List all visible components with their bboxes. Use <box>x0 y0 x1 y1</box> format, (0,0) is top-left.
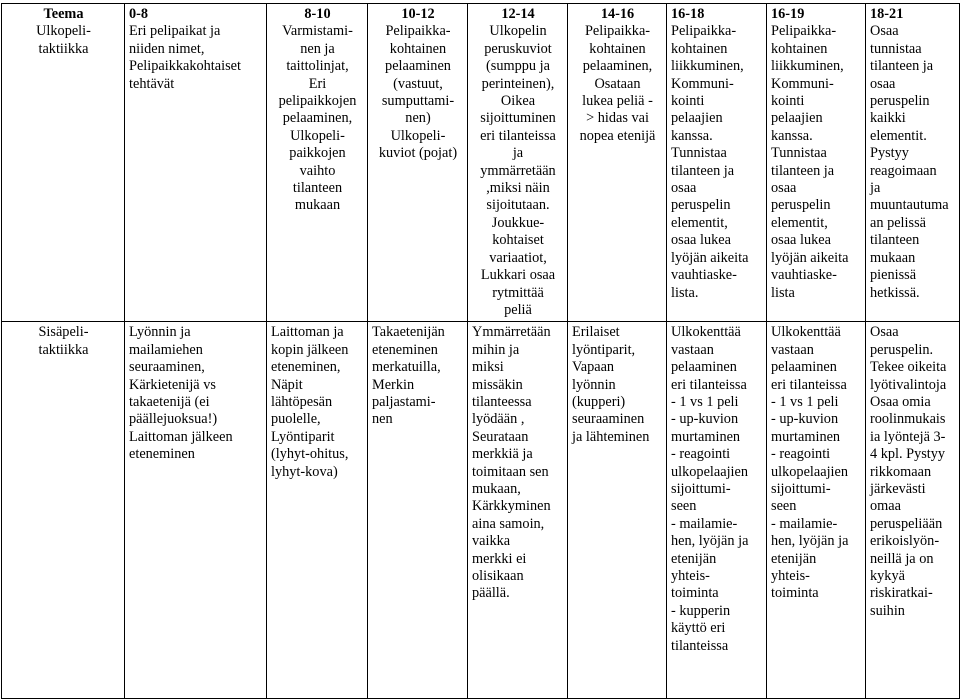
indoor-cell: Ulkokenttää vastaan pelaaminen eri tilanteissa - 1 vs 1 peli - up-kuvion murtaminen - reagointi ulkopelaajien sijoittumi- seen - mailamie- hen, lyöjän ja etenijän yhteis- toiminta <box>767 322 866 699</box>
age-heading: 18-21 <box>870 6 904 22</box>
age-text: Pelipaikka- kohtainen liikkuminen, Kommuni- kointi pelaajien kanssa. Tunnistaa tilanteen ja osaa peruspelin elementit, osaa lukea lyöjän aikeita vauhtiaske- lista. <box>671 23 749 301</box>
indoor-cell: Takaetenijän eteneminen merkatuilla, Merkin paljastami- nen <box>368 322 468 699</box>
header-row <box>2 4 960 322</box>
age-text: Varmistami- nen ja taittolinjat, Eri pelipaikkojen pelaaminen, Ulkopeli- paikkojen vaihto tilanteen mukaan <box>278 23 357 214</box>
age-text: Eri pelipaikat ja niiden nimet, Pelipaikkakohtaiset tehtävät <box>129 23 241 92</box>
age-text: Osaa tunnistaa tilanteen ja osaa peruspelin kaikki elementit. Pystyy reagoimaan ja muuntautuma an pelissä tilanteen mukaan pienissä hetkissä. <box>870 23 949 301</box>
age-cell-8-10 <box>267 4 368 322</box>
indoor-tactics-label: Sisäpeli- taktiikka <box>2 322 125 699</box>
age-cell-16-18 <box>667 4 767 322</box>
indoor-cell: Laittoman ja kopin jälkeen eteneminen, Näpit lähtöpesän puolelle, Lyöntiparit (lyhyt-ohitus, lyhyt-kova) <box>267 322 368 699</box>
age-heading: 12-14 <box>501 6 535 22</box>
theme-heading: Teema <box>43 6 84 22</box>
age-cell-14-16 <box>568 4 667 322</box>
age-text: Pelipaikka- kohtainen pelaaminen, Osataan lukea peliä - > hidas vai nopea etenijä <box>579 23 656 144</box>
age-cell-12-14 <box>468 4 568 322</box>
theme-cell <box>2 4 125 322</box>
age-text: Pelipaikka- kohtainen liikkuminen, Kommuni- kointi pelaajien kanssa. Tunnistaa tilanteen ja osaa peruspelin elementit, osaa lukea lyöjän aikeita vauhtiaske- lista <box>771 23 849 301</box>
age-heading: 8-10 <box>304 6 331 22</box>
age-cell-16-19 <box>767 4 866 322</box>
age-heading: 16-18 <box>671 6 705 22</box>
age-cell-0-8 <box>125 4 267 322</box>
age-heading: 14-16 <box>600 6 635 22</box>
age-cell-10-12 <box>368 4 468 322</box>
age-text: Ulkopelin peruskuviot (sumppu ja perinteinen), Oikea sijoittuminen eri tilanteissa ja ymmärretään ,miksi näin sijoitutaan. Joukkue- kohtaiset variaatiot, Lukkari osaa rytmittää peliä <box>480 23 556 318</box>
theme-subheading: Ulkopeli- taktiikka <box>36 23 91 57</box>
indoor-cell: Erilaiset lyöntiparit, Vapaan lyönnin (kupperi) seuraaminen ja lähteminen <box>568 322 667 699</box>
age-heading: 10-12 <box>401 6 435 22</box>
age-cell-18-21 <box>866 4 960 322</box>
indoor-cell: Ulkokenttää vastaan pelaaminen eri tilanteissa - 1 vs 1 peli - up-kuvion murtaminen - reagointi ulkopelaajien sijoittumi- seen - mailamie- hen, lyöjän ja etenijän yhteis- toiminta - kupperin käyttö eri tilanteissa <box>667 322 767 699</box>
age-heading: 0-8 <box>129 6 149 22</box>
age-text: Pelipaikka- kohtainen pelaaminen (vastuut, sumputtami- nen) Ulkopeli- kuviot (pojat) <box>378 23 458 162</box>
age-heading: 16-19 <box>771 6 805 22</box>
indoor-cell: Osaa peruspelin. Tekee oikeita lyötivalintoja Osaa omia roolinmukais ia lyöntejä 3- 4 kpl. Pystyy rikkomaan järkevästi omaa peruspeliään erikoislyön- neillä ja on kykyä riskiratkai- suihin <box>866 322 960 699</box>
indoor-cell: Ymmärretään mihin ja miksi missäkin tilanteessa lyödään , Seurataan merkkiä ja toimitaan sen mukaan, Kärkkyminen aina samoin, vaikka merkki ei olisikaan päällä. <box>468 322 568 699</box>
indoor-cell: Lyönnin ja mailamiehen seuraaminen, Kärkietenijä vs takaetenijä (ei päällejuoksua!) Laittoman jälkeen eteneminen <box>125 322 267 699</box>
curriculum-table <box>1 3 960 699</box>
indoor-tactics-row <box>2 322 960 699</box>
